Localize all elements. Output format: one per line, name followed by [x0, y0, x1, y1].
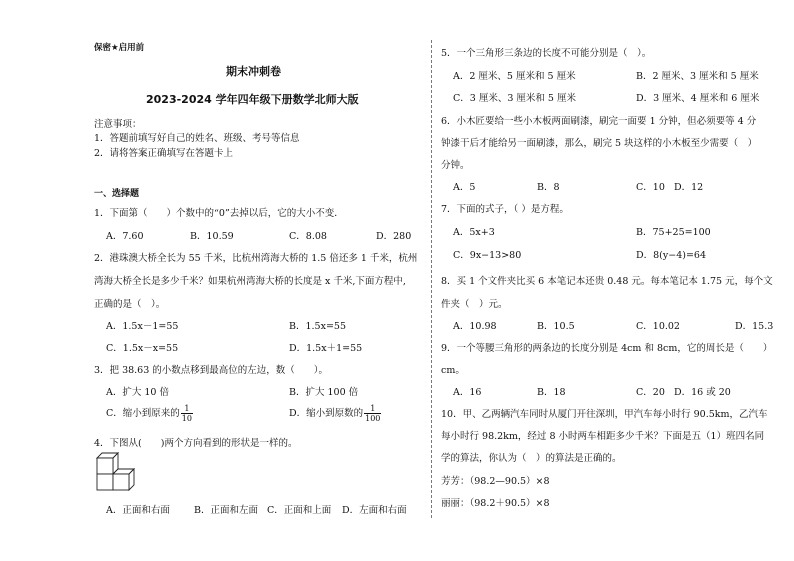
question-6-line: 分钟。 [441, 160, 470, 171]
question-9-line: cm。 [441, 365, 465, 376]
fraction-one-hundredth: $\frac{1}{100}$ [365, 404, 381, 423]
q6-option-a: A．5 [453, 182, 476, 193]
q4-option-d: D．左面和右面 [342, 505, 407, 516]
q3-option-d [289, 404, 381, 423]
q1-option-c: C．8.08 [289, 231, 327, 242]
q6-option-d: D．12 [674, 182, 704, 193]
fraction-one-tenth: $\frac{1}{10}$ [181, 404, 192, 423]
question-5-stem: 5．一个三角形三条边的长度不可能分别是（ ）。 [441, 48, 652, 59]
q9-option-a: A．16 [453, 387, 482, 398]
q2-option-c: C．1.5x－x=55 [106, 343, 179, 354]
q5-option-c: C．3 厘米、3 厘米和 5 厘米 [453, 93, 576, 104]
q8-option-b: B．10.5 [537, 321, 575, 332]
question-8-line: 件夹（ ）元。 [441, 299, 508, 310]
q7-option-a: A．5x+3 [453, 227, 495, 238]
q4-option-a: A．正面和右面 [106, 505, 170, 516]
q6-option-b: B．8 [537, 182, 560, 193]
q8-option-a: A．10.98 [453, 321, 497, 332]
q10-answer-fangfang: 芳芳：（98.2—90.5）×8 [441, 476, 550, 487]
question-10-line: 每小时行 98.2km，经过 8 小时两车相距多少千米？下面是五（1）班四名同 [441, 431, 765, 442]
question-1-stem: 1．下面第（ ）个数中的“0”去掉以后，它的大小不变． [94, 208, 344, 219]
question-10-line: 学的算法，你认为（ ）的算法是正确的。 [441, 453, 622, 464]
q8-option-d: D．15.3 [735, 321, 774, 332]
question-6-line: 6．小木匠要给一些小木板两面刷漆，刷完一面要 1 分钟，但必须要等 4 分 [441, 116, 757, 127]
q9-option-d: D．16 或 20 [674, 387, 731, 398]
question-6-line: 钟漆干后才能给另一面刷漆，那么，刷完 5 块这样的小木板至少需要（ ） [441, 138, 758, 149]
section-heading: 一、选择题 [94, 189, 140, 199]
notes-item: 2．请将答案正确填写在答题卡上 [94, 148, 234, 159]
q3-option-d-text: D．缩小到原数的 [289, 408, 364, 419]
q8-option-c: C．10.02 [636, 321, 680, 332]
q1-option-b: B．10.59 [190, 231, 234, 242]
question-10-line: 10．甲、乙两辆汽车同时从厦门开往深圳，甲汽车每小时行 90.5km，乙汽车 [441, 409, 768, 420]
exam-title: 期末冲刺卷 [226, 65, 281, 78]
q10-answer-lili: 丽丽：（98.2＋90.5）×8 [441, 498, 550, 509]
q3-option-c [106, 404, 193, 423]
q2-option-b: B．1.5x=55 [289, 321, 346, 332]
q7-option-d: D．8(y−4)=64 [636, 250, 706, 261]
secret-label: 保密★启用前 [94, 43, 145, 53]
q2-option-d: D．1.5x＋1=55 [289, 343, 363, 354]
question-7-stem: 7．下面的式子，（ ）是方程。 [441, 204, 569, 215]
q2-option-a: A．1.5x－1=55 [106, 321, 179, 332]
question-2-line: 正确的是（ ）。 [94, 299, 166, 310]
column-divider [431, 40, 432, 518]
exam-subtitle: 2023-2024 学年四年级下册数学北师大版 [146, 93, 359, 106]
notes-item: 1．答题前填写好自己的姓名、班级、考号等信息 [94, 133, 300, 144]
q3-option-a: A．扩大 10 倍 [106, 387, 169, 398]
q5-option-a: A．2 厘米、5 厘米和 5 厘米 [453, 71, 576, 82]
q3-option-c-text: C．缩小到原来的 [106, 408, 180, 419]
q6-option-c: C．10 [636, 182, 665, 193]
q9-option-b: B．18 [537, 387, 566, 398]
q3-option-b: B．扩大 100 倍 [289, 387, 359, 398]
q1-option-d: D．280 [376, 231, 412, 242]
question-4-stem: 4．下图从( )两个方向看到的形状是一样的。 [94, 438, 298, 449]
q4-option-b: B．正面和左面 [194, 505, 258, 516]
question-8-line: 8．买 1 个文件夹比买 6 本笔记本还贵 0.48 元。每本笔记本 1.75 元，每个文 [441, 276, 773, 287]
notes-heading: 注意事项： [94, 119, 142, 130]
question-2-line: 湾海大桥全长是多少千米？如果杭州湾海大桥的长度是 x 千米,下面方程中, [94, 276, 406, 287]
q4-option-c: C．正面和上面 [267, 505, 332, 516]
q5-option-b: B．2 厘米、3 厘米和 5 厘米 [636, 71, 759, 82]
q7-option-b: B．75+25=100 [636, 227, 711, 238]
q7-option-c: C．9x−13>80 [453, 250, 522, 261]
cube-stack-figure [92, 452, 152, 494]
question-2-line: 2．港珠澳大桥全长为 55 千米，比杭州湾海大桥的 1.5 倍还多 1 千米，杭州 [94, 253, 418, 264]
q5-option-d: D．3 厘米、4 厘米和 6 厘米 [636, 93, 760, 104]
q9-option-c: C．20 [636, 387, 665, 398]
question-3-stem: 3．把 38.63 的小数点移到最高位的左边，数（ ）。 [94, 365, 329, 376]
question-9-line: 9．一个等腰三角形的两条边的长度分别是 4cm 和 8cm，它的周长是（ ） [441, 343, 773, 354]
q1-option-a: A．7.60 [106, 231, 144, 242]
